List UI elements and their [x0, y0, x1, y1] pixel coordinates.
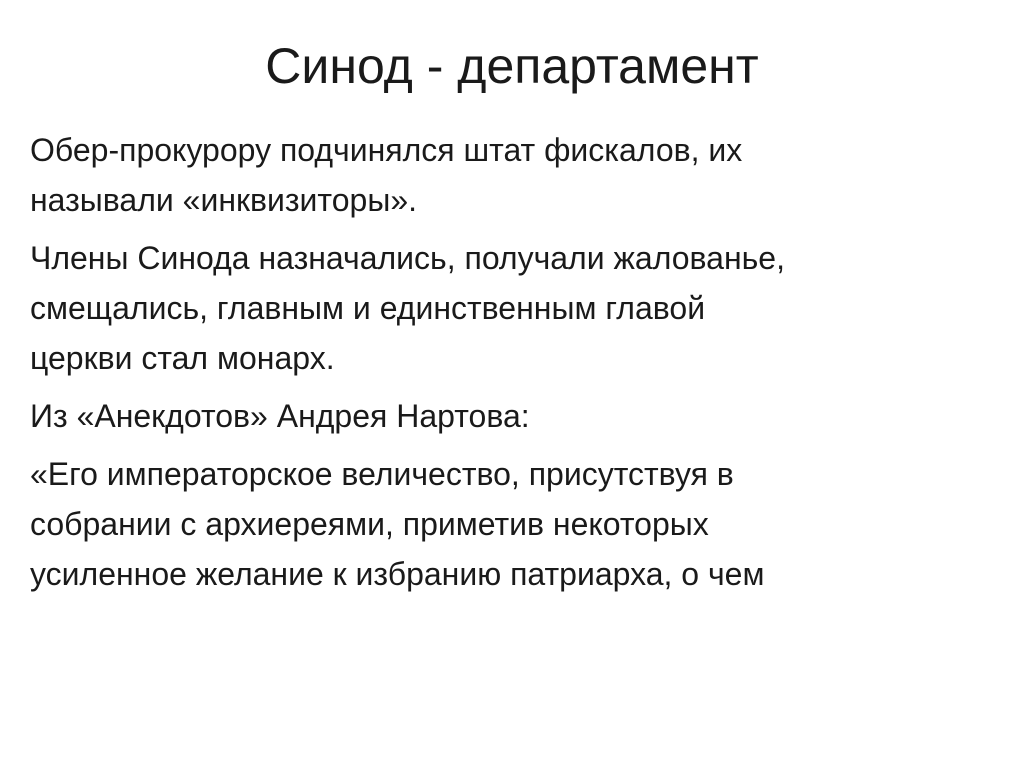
paragraph-fiscals: [30, 125, 1005, 225]
text-line: смещались, главным и единственным главой: [30, 290, 706, 326]
text-line: церкви стал монарх.: [30, 340, 335, 376]
slide-title: Синод - департамент: [265, 38, 759, 94]
text-line: усиленное желание к избранию патриарха, о чем: [30, 556, 765, 592]
text-line: называли «инквизиторы».: [30, 182, 417, 218]
slide-body: [30, 125, 1005, 607]
paragraph-synod-members: [30, 233, 1005, 383]
text-line: Обер-прокурору подчинялся штат фискалов, их: [30, 132, 743, 168]
paragraph-anecdotes-source: [30, 391, 1005, 441]
text-line: Из «Анекдотов» Андрея Нартова:: [30, 398, 530, 434]
text-line: Члены Синода назначались, получали жалованье,: [30, 240, 785, 276]
paragraph-quote: [30, 449, 1005, 599]
text-line: «Его императорское величество, присутствуя в: [30, 456, 734, 492]
text-line: собрании с архиереями, приметив некоторых: [30, 506, 709, 542]
